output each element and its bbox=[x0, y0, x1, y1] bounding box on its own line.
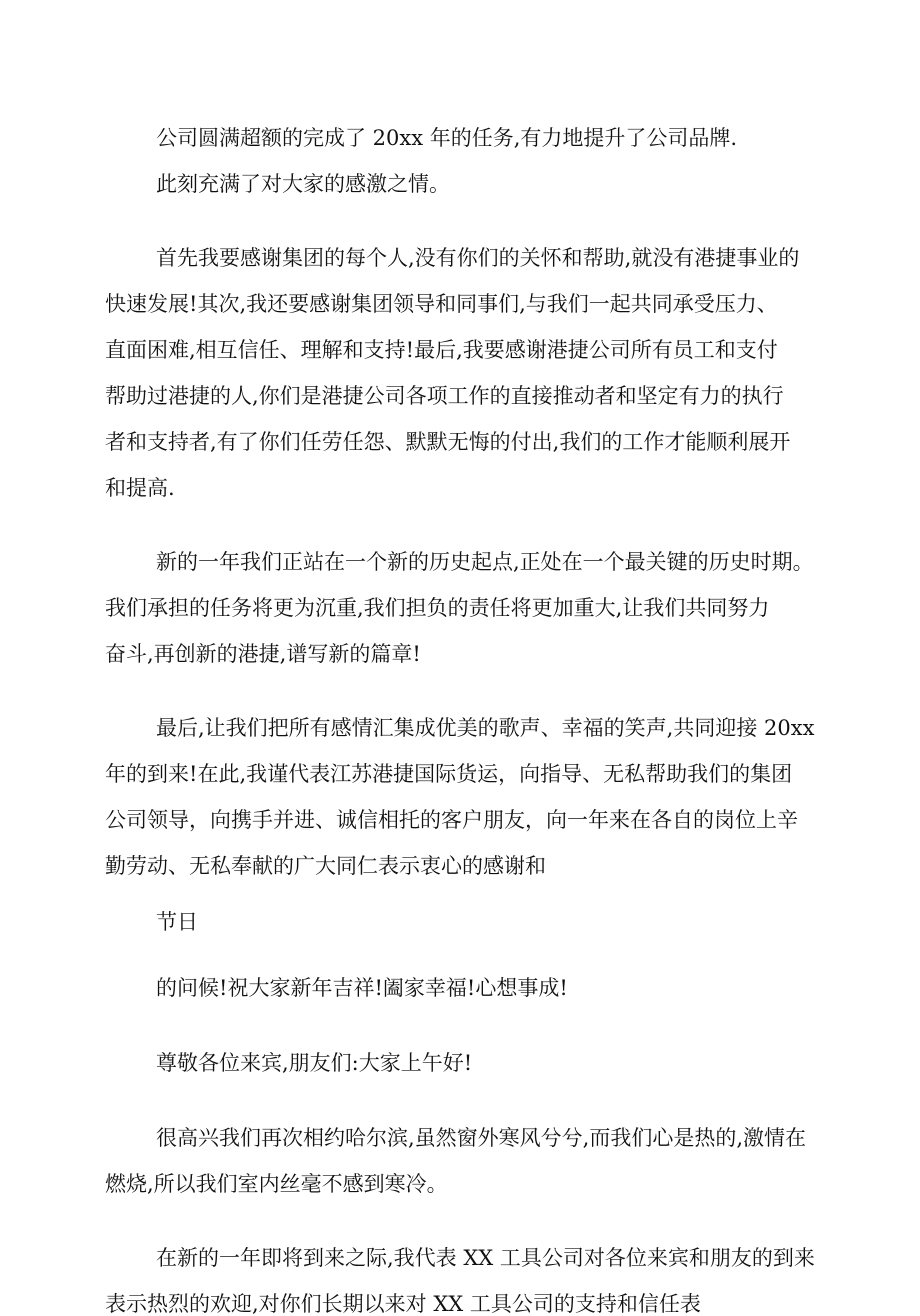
text-line: 节日 bbox=[156, 910, 198, 934]
text-line: 的问候!祝大家新年吉祥!阖家幸福!心想事成! bbox=[156, 976, 568, 1000]
text-line: 首先我要感谢集团的每个人,没有你们的关怀和帮助,就没有港捷事业的 bbox=[156, 246, 800, 270]
text-line: 帮助过港捷的人,你们是港捷公司各项工作的直接推动者和坚定有力的执行 bbox=[105, 384, 784, 408]
text-line: 在新的一年即将到来之际,我代表 XX 工具公司对各位来宾和朋友的到来 bbox=[156, 1246, 815, 1270]
text-line: 很高兴我们再次相约哈尔滨,虽然窗外寒风兮兮,而我们心是热的,激情在 bbox=[156, 1126, 807, 1150]
text-line: 直面困难,相互信任、理解和支持!最后,我要感谢港捷公司所有员工和支付 bbox=[105, 338, 778, 362]
text-line: 者和支持者,有了你们任劳任怨、默默无悔的付出,我们的工作才能顺利展开 bbox=[105, 430, 791, 454]
text-line: 最后,让我们把所有感情汇集成优美的歌声、幸福的笑声,共同迎接 20xx bbox=[156, 716, 815, 740]
text-line: 快速发展!其次,我还要感谢集团领导和同事们,与我们一起共同承受压力、 bbox=[105, 292, 778, 316]
text-line: 燃烧,所以我们室内丝毫不感到寒冷。 bbox=[105, 1172, 448, 1196]
text-line: 年的到来!在此,我谨代表江苏港捷国际货运，向指导、无私帮助我们的集团 bbox=[105, 762, 793, 786]
text-line: 我们承担的任务将更为沉重,我们担负的责任将更加重大,让我们共同努力 bbox=[105, 596, 770, 620]
text-line: 表示热烈的欢迎,对你们长期以来对 XX 工具公司的支持和信任表 bbox=[105, 1292, 701, 1316]
text-line: 尊敬各位来宾,朋友们:大家上午好! bbox=[156, 1051, 473, 1075]
text-line: 新的一年我们正站在一个新的历史起点,正处在一个最关键的历史时期。 bbox=[156, 550, 814, 574]
text-line: 公司圆满超额的完成了 20xx 年的任务,有力地提升了公司品牌. bbox=[156, 126, 738, 150]
text-line: 和提高. bbox=[105, 476, 175, 500]
text-line: 勤劳动、无私奉献的广大同仁表示衷心的感谢和 bbox=[105, 854, 546, 878]
text-line: 奋斗,再创新的港捷,谱写新的篇章! bbox=[105, 642, 421, 666]
text-line: 此刻充满了对大家的感激之情。 bbox=[156, 172, 450, 196]
text-line: 公司领导，向携手并进、诚信相托的客户朋友，向一年来在各自的岗位上辛 bbox=[105, 808, 798, 832]
